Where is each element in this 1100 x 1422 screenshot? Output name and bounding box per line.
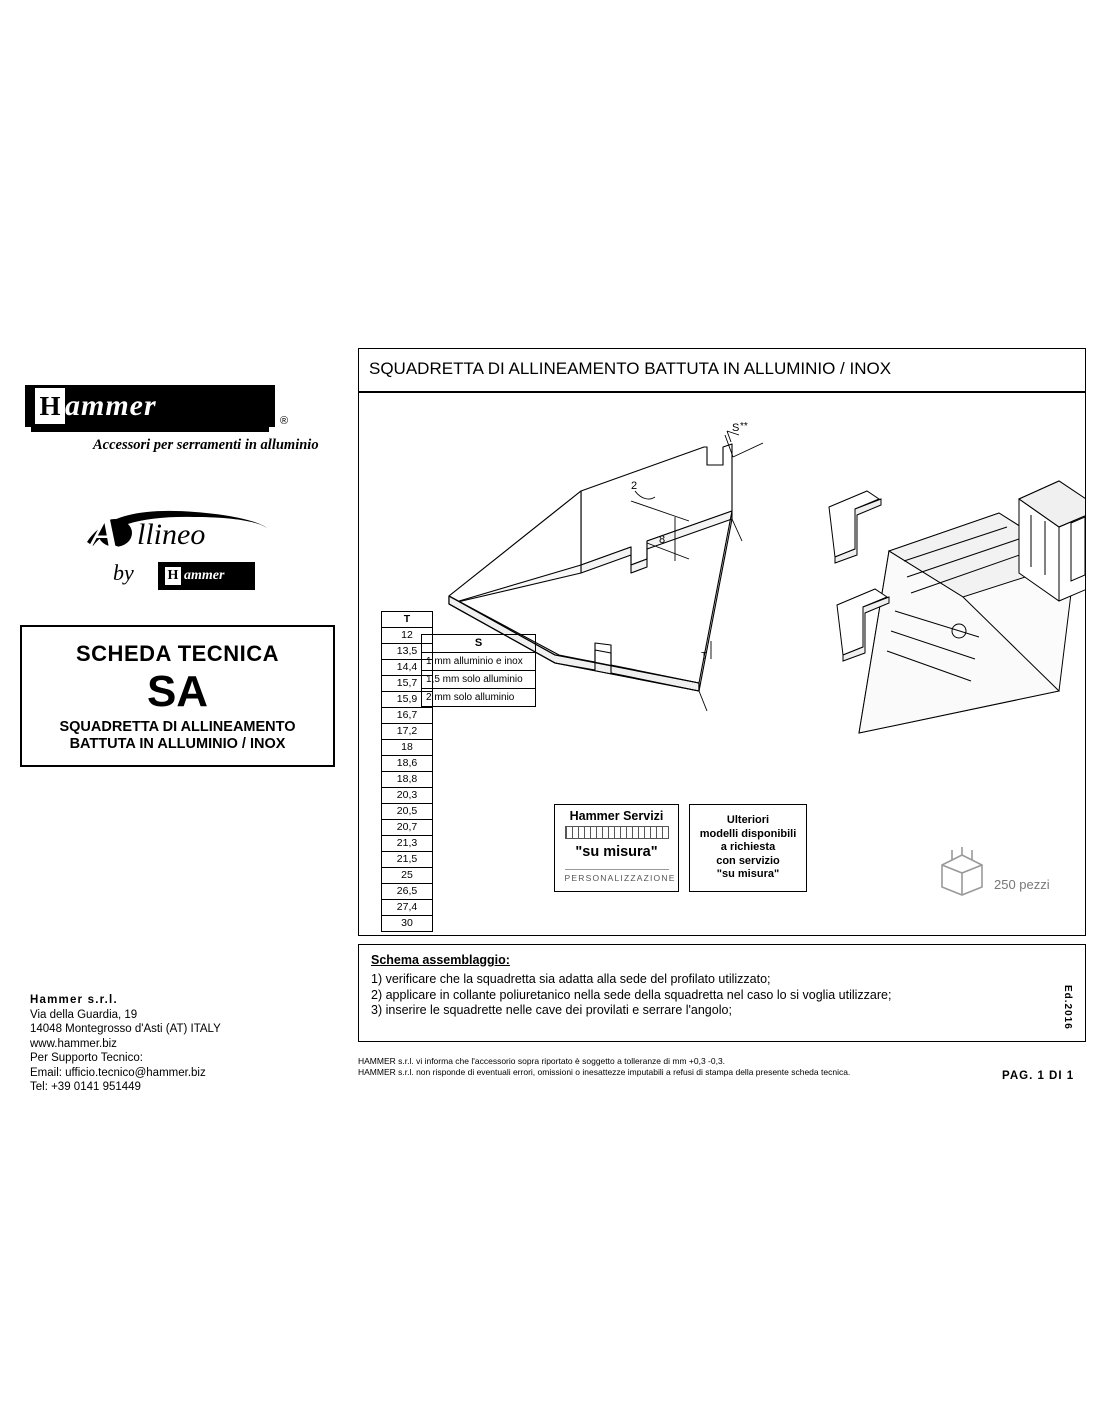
t-table-header: T [382,612,433,628]
legal-disclaimer [358,1056,1058,1078]
servizi-title: Hammer Servizi [569,809,664,823]
s-value: 1,5 mm solo alluminio [422,671,536,689]
svg-text:S: S [732,422,740,434]
allineo-badge-h-letter: H [165,567,181,585]
main-drawing-frame [358,348,1086,936]
t-value: 21,3 [382,836,433,852]
hammer-logo [25,385,345,470]
t-value: 15,7 [382,676,433,692]
t-value: 14,4 [382,660,433,676]
svg-text:8: 8 [659,534,666,546]
datasheet-subtitle-line1: SQUADRETTA DI ALLINEAMENTO [59,719,296,735]
svg-text:**: ** [740,421,748,432]
svg-text:T: T [701,651,708,662]
hammer-servizi-box [554,804,679,892]
svg-text:2: 2 [631,480,638,492]
t-value: 13,5 [382,644,433,660]
allineo-logo [85,508,285,613]
box-icon [934,847,990,897]
t-value: 17,2 [382,724,433,740]
datasheet-subtitle-line2: BATTUTA IN ALLUMINIO / INOX [69,736,286,752]
product-technical-drawing [359,391,1085,791]
company-website: www.hammer.biz [30,1037,117,1050]
hammer-logo-h-letter: H [35,388,65,424]
allineo-rest-letters: llineo [137,518,206,551]
company-contact-block [30,993,221,1095]
registered-trademark-icon: ® [280,415,289,427]
t-value: 12 [382,628,433,644]
t-value: 15,9 [382,692,433,708]
servizi-personalizzazione-label: PERSONALIZZAZIONE [565,869,669,883]
ulteriori-line3: a richiesta [720,841,776,853]
s-table-header: S [422,635,536,653]
company-name: Hammer s.r.l. [30,994,118,1006]
hammer-logo-block [25,385,275,433]
t-value: 26,5 [382,884,433,900]
allineo-hammer-badge [158,562,255,590]
t-value: 30 [382,916,433,932]
t-value: 16,7 [382,708,433,724]
assembly-step: 2) applicare in collante poliuretanico nella sede della squadretta nel caso lo si voglia utilizzare; [371,987,892,1002]
s-value: 2 mm solo alluminio [422,689,536,707]
t-value: 27,4 [382,900,433,916]
company-support-label: Per Supporto Tecnico: [30,1052,143,1064]
t-value: 25 [382,868,433,884]
datasheet-title-box [20,625,335,767]
t-value: 18,8 [382,772,433,788]
hammer-logo-shadow [31,427,269,432]
disclaimer-line1: HAMMER s.r.l. vi informa che l'accessorio sopra riportato è soggetto a tolleranze di mm +0,3 -0,3. [358,1056,726,1066]
allineo-wordmark [85,508,270,556]
allineo-badge-wordmark: ammer [184,568,225,583]
t-value: 20,7 [382,820,433,836]
hammer-logo-wordmark: ammer [65,389,157,422]
thickness-s-table [421,634,536,707]
company-address: Via della Guardia, 19 [30,1008,138,1021]
t-value: 20,3 [382,788,433,804]
allineo-a-letter: A [89,507,120,558]
ulteriori-line4: con servizio [716,854,780,867]
assembly-title: Schema assemblaggio: [371,953,510,967]
packaging-info [934,847,1064,899]
packaging-quantity: 250 pezzi [994,877,1050,892]
disclaimer-line2: HAMMER s.r.l. non risponde di eventuali errori, omissioni o inesattezze imputabili a refusi di stampa della presente scheda tecnica. [358,1067,851,1077]
t-value: 21,5 [382,852,433,868]
main-title: SQUADRETTA DI ALLINEAMENTO BATTUTA IN ALLUMINIO / INOX [369,359,892,378]
hammer-tagline: Accessori per serramenti in alluminio [93,437,319,453]
t-value: 18,6 [382,756,433,772]
company-email: Email: ufficio.tecnico@hammer.biz [30,1066,206,1079]
datasheet-code: SA [146,667,209,716]
datasheet-heading: SCHEDA TECNICA [76,641,279,666]
assembly-step: 1) verificare che la squadretta sia adatta alla sede del profilato utilizzato; [371,972,771,986]
company-phone: Tel: +39 0141 951449 [30,1081,141,1093]
t-value: 18 [382,740,433,756]
ulteriori-modelli-box [689,804,807,892]
servizi-misura-label: "su misura" [575,844,658,860]
ulteriori-line5: "su misura" [716,868,780,880]
allineo-by-label: by [113,560,134,585]
ruler-icon [565,826,669,839]
page-number: PAG. 1 DI 1 [1002,1070,1075,1082]
t-value: 20,5 [382,804,433,820]
company-city: 14048 Montegrosso d'Asti (AT) ITALY [30,1023,221,1035]
ulteriori-line2: modelli disponibili [699,827,797,840]
assembly-step: 3) inserire le squadrette nelle cave dei provilati e serrare l'angolo; [371,1003,732,1017]
assembly-instructions-box [358,944,1086,1042]
ulteriori-line1: Ulteriori [726,814,770,826]
s-value: 1 mm alluminio e inox [422,653,536,671]
edition-code: Ed.2016 [1062,985,1073,1030]
